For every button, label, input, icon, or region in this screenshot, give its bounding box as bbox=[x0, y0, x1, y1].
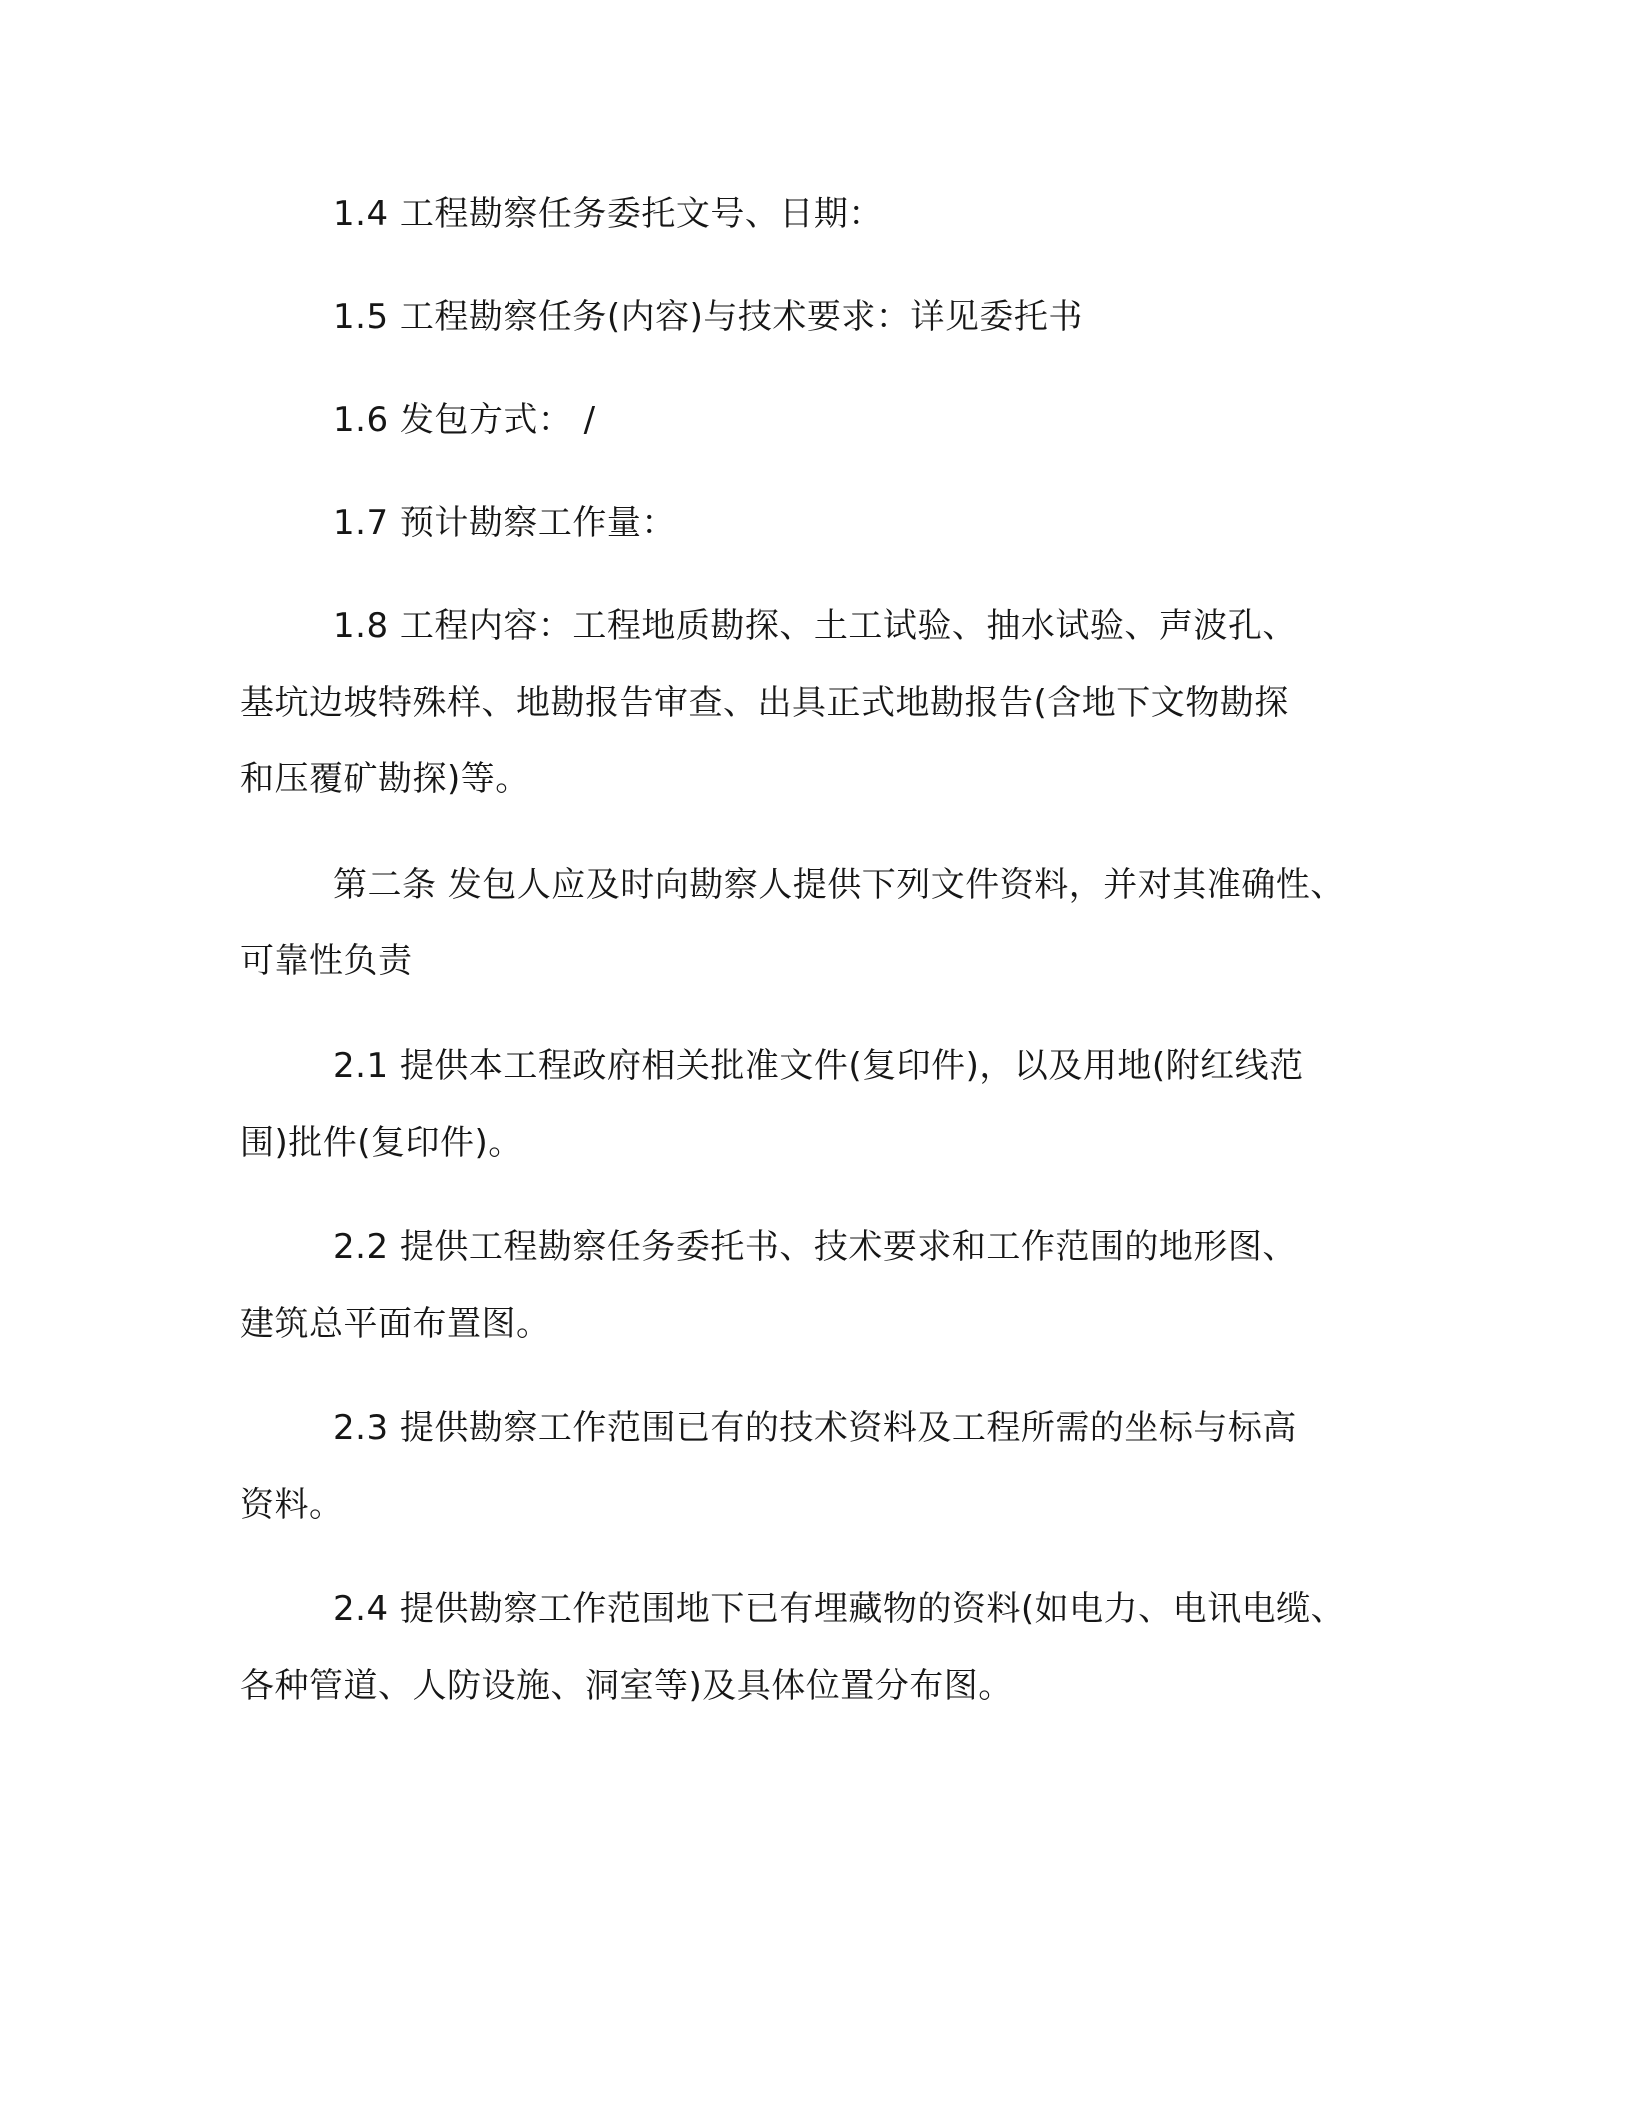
clause-1-6: 1.6 发包方式： / bbox=[333, 400, 596, 440]
article-2-heading-line-2: 可靠性负责 bbox=[240, 941, 413, 981]
clause-2-1-line-2: 围)批件(复印件)。 bbox=[240, 1123, 523, 1163]
clause-2-4-line-2: 各种管道、人防设施、洞室等)及具体位置分布图。 bbox=[240, 1666, 1013, 1706]
clause-1-7: 1.7 预计勘察工作量： bbox=[333, 503, 676, 543]
clause-1-4: 1.4 工程勘察任务委托文号、日期： bbox=[333, 194, 883, 234]
clause-2-3-line-2: 资料。 bbox=[240, 1485, 344, 1525]
clause-1-5: 1.5 工程勘察任务(内容)与技术要求：详见委托书 bbox=[333, 297, 1083, 337]
article-2-heading-line-1: 第二条 发包人应及时向勘察人提供下列文件资料，并对其准确性、 bbox=[333, 865, 1345, 905]
clause-2-1-line-1: 2.1 提供本工程政府相关批准文件(复印件)，以及用地(附红线范 bbox=[333, 1046, 1304, 1086]
clause-1-8-line-2: 基坑边坡特殊样、地勘报告审查、出具正式地勘报告(含地下文物勘探 bbox=[240, 683, 1289, 723]
clause-2-2-line-1: 2.2 提供工程勘察任务委托书、技术要求和工作范围的地形图、 bbox=[333, 1227, 1297, 1267]
clause-1-8-line-3: 和压覆矿勘探)等。 bbox=[240, 759, 530, 799]
clause-2-2-line-2: 建筑总平面布置图。 bbox=[240, 1304, 551, 1344]
clause-1-8-line-1: 1.8 工程内容：工程地质勘探、土工试验、抽水试验、声波孔、 bbox=[333, 606, 1297, 646]
clause-2-3-line-1: 2.3 提供勘察工作范围已有的技术资料及工程所需的坐标与标高 bbox=[333, 1408, 1297, 1448]
clause-2-4-line-1: 2.4 提供勘察工作范围地下已有埋藏物的资料(如电力、电讯电缆、 bbox=[333, 1589, 1346, 1629]
